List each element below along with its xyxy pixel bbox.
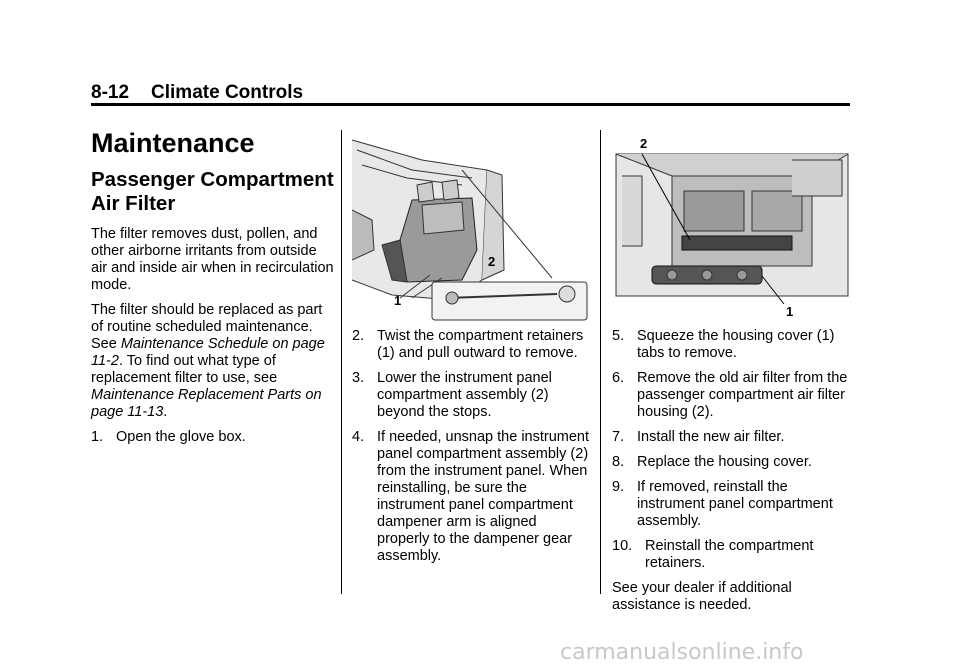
step-text: Squeeze the housing cover (1) tabs to remove. [637, 328, 835, 361]
paragraph-text: The filter should be replaced as part of routine scheduled maintenance. See [91, 302, 323, 352]
step-number: 10. [612, 538, 633, 554]
page-title: Maintenance [91, 128, 255, 158]
paragraph-text: . To find out what type of replacement filter to use, see [91, 353, 278, 386]
step-10 [612, 538, 857, 572]
step-number: 7. [612, 429, 625, 445]
step-number: 5. [612, 328, 625, 344]
maintenance-schedule-link[interactable]: Maintenance Schedule on page 11-2 [91, 336, 325, 369]
step-2 [352, 328, 592, 362]
watermark: carmanualsonline.info [560, 640, 804, 665]
page-number: 8-12 [91, 82, 130, 103]
callout-1: 1 [394, 293, 402, 308]
step-text: Lower the instrument panel compartment assembly (2) beyond the stops. [377, 370, 552, 420]
column-divider [341, 130, 342, 594]
step-8 [612, 454, 857, 471]
subsection-title: Passenger Compartment Air Filter [91, 168, 334, 215]
step-number: 2. [352, 328, 365, 344]
callout-2: 2 [640, 136, 648, 151]
step-number: 1. [91, 429, 104, 445]
step-7 [612, 429, 857, 446]
step-6 [612, 370, 857, 421]
step-5 [612, 328, 857, 362]
step-number: 8. [612, 454, 625, 470]
replacement-parts-link[interactable]: Maintenance Replacement Parts on page 11-13 [91, 387, 322, 420]
right-steps [612, 328, 857, 622]
left-column [91, 122, 336, 454]
section-title: Climate Controls [151, 82, 304, 103]
glove-box-illustration [352, 130, 592, 322]
step-text: Install the new air filter. [637, 429, 785, 445]
page-header [91, 82, 303, 104]
column-divider [600, 130, 601, 594]
step-number: 3. [352, 370, 365, 386]
intro-paragraph: The filter removes dust, pollen, and other airborne irritants from outside air and inside air when in recirculation mode. [91, 226, 334, 293]
step-3 [352, 370, 592, 421]
step-text: If needed, unsnap the instrument panel compartment assembly (2) from the instrument panel. When reinstalling, be sure the instrument panel compartment dampener arm is aligned properly to the dampener gear assembly. [377, 429, 590, 564]
closing-note: See your dealer if additional assistance is needed. [612, 580, 792, 613]
callout-2: 2 [488, 254, 496, 269]
step-text: Replace the housing cover. [637, 454, 812, 470]
paragraph-text: . [163, 404, 168, 420]
step-number: 9. [612, 479, 625, 495]
step-9 [612, 479, 857, 530]
callout-1: 1 [786, 304, 794, 318]
step-4 [352, 429, 592, 565]
step-text: Reinstall the compartment retainers. [645, 538, 814, 571]
filter-housing-illustration [612, 136, 852, 318]
step-number: 6. [612, 370, 625, 386]
step-text: Twist the compartment retainers (1) and pull outward to remove. [377, 328, 584, 361]
replacement-paragraph [91, 302, 336, 421]
step-number: 4. [352, 429, 365, 445]
step-text: Remove the old air filter from the passenger compartment air filter housing (2). [637, 370, 848, 420]
step-1 [91, 429, 336, 446]
step-text: Open the glove box. [116, 429, 246, 445]
middle-steps [352, 328, 592, 573]
header-rule [91, 103, 850, 106]
step-text: If removed, reinstall the instrument panel compartment assembly. [637, 479, 833, 529]
